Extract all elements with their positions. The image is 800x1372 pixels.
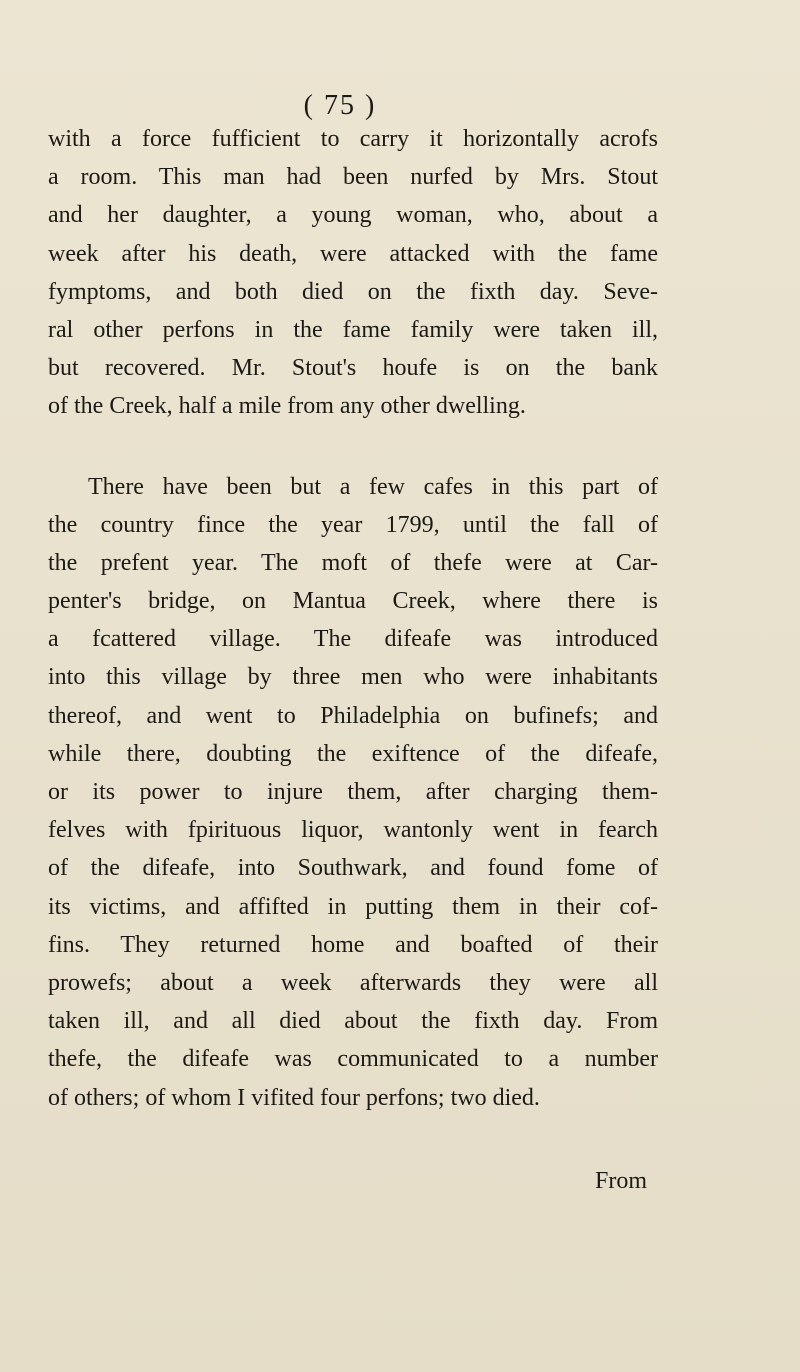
text-line: but recovered. Mr. Stout's houfe is on the bank xyxy=(48,355,658,382)
text-line: fymptoms, and both died on the fixth day. Seve- xyxy=(48,278,658,305)
text-line: thereof, and went to Philadelphia on bufinefs; and xyxy=(48,702,658,729)
text-line: penter's bridge, on Mantua Creek, where there is xyxy=(48,588,658,615)
text-line: of the Creek, half a mile from any other dwelling. xyxy=(48,393,526,420)
text-line: prowefs; about a week afterwards they were all xyxy=(48,969,658,996)
text-line: week after his death, were attacked with the fame xyxy=(48,240,658,267)
text-line: the country fince the year 1799, until the fall of xyxy=(48,511,658,538)
text-line: taken ill, and all died about the fixth day. From xyxy=(48,1008,658,1035)
text-line: fins. They returned home and boafted of their xyxy=(48,931,658,958)
text-line: with a force fufficient to carry it horizontally acrofs xyxy=(48,126,658,152)
text-line: the prefent year. The moft of thefe were at Car- xyxy=(48,549,658,576)
text-line: into this village by three men who were inhabitants xyxy=(48,664,658,691)
text-line: a room. This man had been nurfed by Mrs. Stout xyxy=(48,164,658,191)
paragraph-gap xyxy=(48,426,658,468)
text-line: or its power to injure them, after charging them- xyxy=(48,779,658,805)
text-line: a fcattered village. The difeafe was introduced xyxy=(48,626,658,653)
text-line: its victims, and affifted in putting them in their cof- xyxy=(48,893,658,920)
body-text xyxy=(48,120,658,1117)
text-line: and her daughter, a young woman, who, about a xyxy=(48,202,658,229)
text-line: ral other perfons in the fame family were taken ill, xyxy=(48,316,658,343)
paragraph-2 xyxy=(48,468,658,1117)
page-number: ( 75 ) xyxy=(303,90,377,121)
text-line: There have been but a few cafes in this part of xyxy=(88,473,658,500)
catchword: From xyxy=(595,1168,648,1194)
text-line: of others; of whom I vifited four perfons; two died. xyxy=(48,1084,540,1111)
text-line: while there, doubting the exiftence of the difeafe, xyxy=(48,740,658,767)
paragraph-1 xyxy=(48,120,658,426)
text-line: thefe, the difeafe was communicated to a number xyxy=(48,1046,658,1073)
text-line: felves with fpirituous liquor, wantonly went in fearch xyxy=(48,817,658,844)
text-line: of the difeafe, into Southwark, and found fome of xyxy=(48,855,658,882)
